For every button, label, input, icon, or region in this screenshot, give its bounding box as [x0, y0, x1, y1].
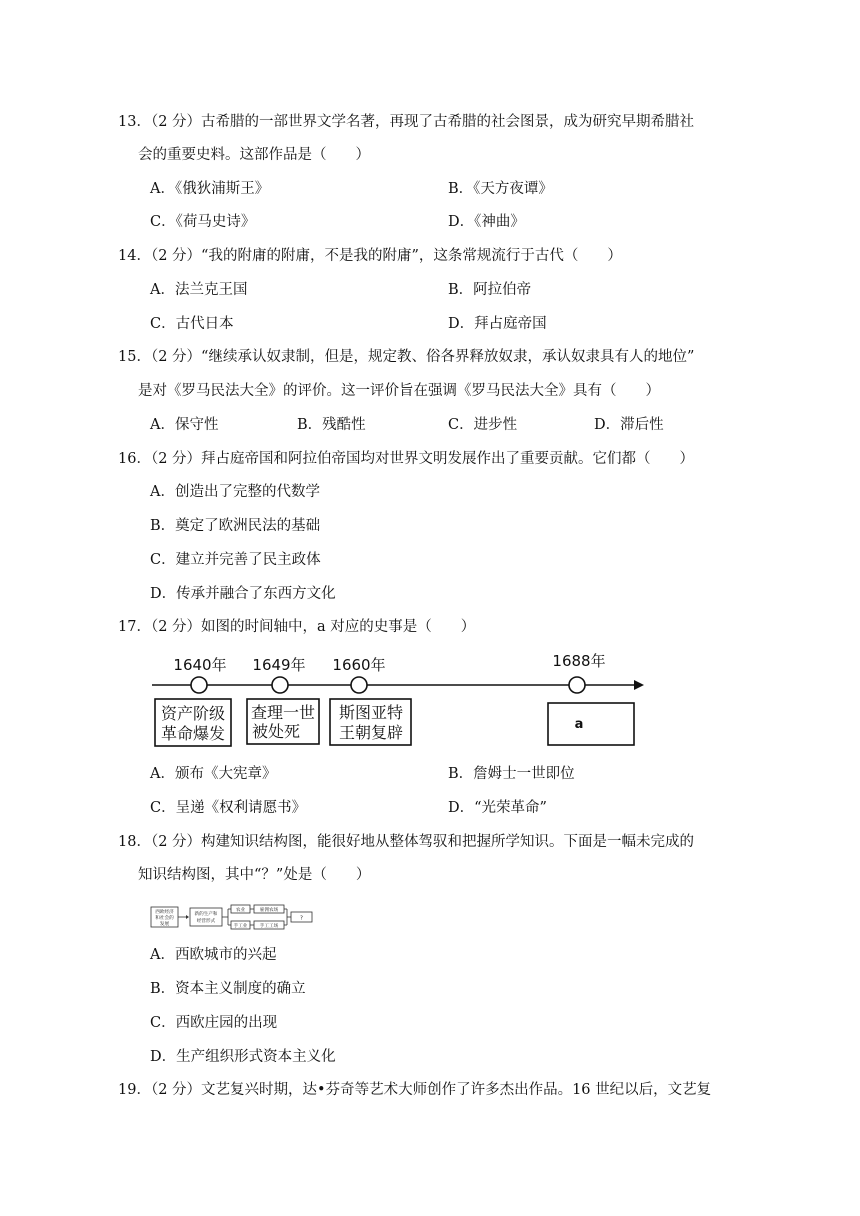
question-17-stem-line-1: 17．（2 分）如图的时间轴中，a 对应的史事是（ ） [118, 619, 476, 635]
question-18-stem-line-2: 知识结构图，其中“？”处是（ ） [138, 867, 371, 883]
question-18-stem-line-1: 18．（2 分）构建知识结构图，能很好地从整体驾驭和把握所学知识。下面是一幅未完成的 [118, 834, 695, 850]
question-18-option-d: D．生产组织形式资本主义化 [150, 1049, 336, 1065]
question-19-stem-line-1: 19．（2 分）文艺复兴时期，达•芬奇等艺术大师创作了许多杰出作品。16 世纪以后，文艺复 [118, 1082, 712, 1098]
timeline-event-1649-line-1: 查理一世 [250, 703, 316, 722]
timeline-year-1640: 1640年 [173, 656, 227, 674]
timeline-node-1688 [569, 677, 585, 693]
timeline-node-1649 [272, 677, 288, 693]
question-14-option-c: C．古代日本 [150, 316, 234, 332]
timeline-event-a-label: a [574, 717, 584, 732]
question-14-option-b: B．阿拉伯帝 [448, 282, 532, 298]
question-18-option-b: B．资本主义制度的确立 [150, 981, 306, 997]
question-13-option-d: D．《神曲》 [448, 214, 525, 230]
timeline-node-1640 [191, 677, 207, 693]
structure-root-line-3: 发展 [159, 922, 170, 927]
timeline-event-1660-line-1: 斯图亚特 [338, 703, 404, 722]
timeline-event-1660-line-2: 王朝复辟 [338, 723, 404, 742]
question-13-option-c: C．《荷马史诗》 [150, 214, 256, 230]
structure-root-line-2: 和社会的 [155, 916, 174, 921]
question-17-option-b: B．詹姆士一世即位 [448, 766, 575, 782]
structure-branch-1-result: 雇佣农场 [259, 908, 279, 913]
question-15-option-c: C．进步性 [448, 417, 518, 433]
question-17-option-a: A．颁布《大宪章》 [150, 766, 277, 782]
knowledge-structure-diagram [150, 904, 314, 930]
question-18-option-a: A．西欧城市的兴起 [150, 947, 277, 963]
timeline-node-1660 [351, 677, 367, 693]
question-13-option-a: A．《俄狄浦斯王》 [150, 181, 270, 197]
question-14-option-d: D．拜占庭帝国 [448, 316, 547, 332]
structure-branch-1-label: 农业 [235, 908, 246, 913]
structure-middle-line-1: 新的生产和 [194, 912, 218, 917]
question-18-option-c: C．西欧庄园的出现 [150, 1015, 278, 1031]
question-14-option-a: A．法兰克王国 [150, 282, 248, 298]
question-16-option-b: B．奠定了欧洲民法的基础 [150, 518, 321, 534]
question-13-stem-line-2: 会的重要史料。这部作品是（ ） [138, 147, 370, 163]
question-15-stem-line-2: 是对《罗马民法大全》的评价。这一评价旨在强调《罗马民法大全》具有（ ） [138, 383, 660, 399]
structure-arrow-icon [186, 915, 189, 919]
question-17-option-d: D．“光荣革命” [448, 800, 547, 816]
timeline-event-box-1688 [548, 703, 634, 745]
question-14-stem-line-1: 14．（2 分）“我的附庸的附庸，不是我的附庸”，这条常规流行于古代（ ） [118, 248, 622, 264]
question-16-stem-line-1: 16．（2 分）拜占庭帝国和阿拉伯帝国均对世界文明发展作出了重要贡献。它们都（ ） [118, 451, 695, 467]
structure-root-line-1: 西欧经济 [155, 910, 174, 915]
timeline-event-1649-line-2: 被处死 [251, 722, 301, 741]
timeline-year-1660: 1660年 [332, 656, 386, 674]
timeline-figure [140, 648, 660, 752]
structure-middle-line-2: 经营形式 [196, 919, 216, 924]
question-15-option-b: B．残酷性 [297, 417, 366, 433]
timeline-year-1688: 1688年 [552, 652, 606, 670]
question-15-option-a: A．保守性 [150, 417, 219, 433]
question-16-option-d: D．传承并融合了东西方文化 [150, 586, 336, 602]
timeline-event-1640-line-2: 革命爆发 [160, 724, 226, 743]
question-16-option-a: A．创造出了完整的代数学 [150, 484, 320, 500]
question-15-stem-line-1: 15．（2 分）“继续承认奴隶制，但是，规定教、俗各界释放奴隶，承认奴隶具有人的地位” [118, 349, 695, 365]
timeline-year-1649: 1649年 [252, 656, 306, 674]
question-13-stem-line-1: 13．（2 分）古希腊的一部世界文学名著，再现了古希腊的社会图景，成为研究早期希腊社 [118, 114, 695, 130]
structure-branch-2-label: 手工业 [233, 924, 248, 929]
question-16-option-c: C．建立并完善了民主政体 [150, 552, 321, 568]
question-17-option-c: C．呈递《权利请愿书》 [150, 800, 307, 816]
question-13-option-b: B．《天方夜谭》 [448, 181, 553, 197]
question-15-option-d: D．滞后性 [594, 417, 664, 433]
timeline-arrow-icon [634, 680, 644, 690]
structure-unknown-label: ? [300, 915, 303, 922]
timeline-event-1640-line-1: 资产阶级 [160, 704, 226, 723]
structure-branch-2-result: 手工工场 [259, 924, 279, 929]
